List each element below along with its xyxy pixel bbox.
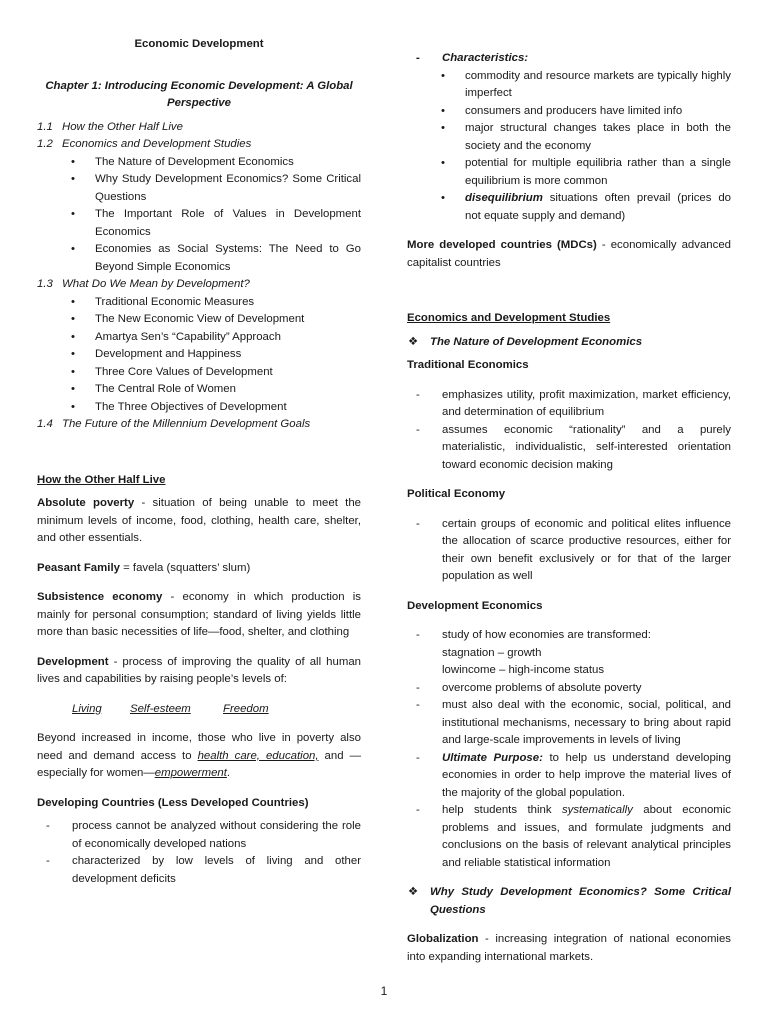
level-freedom: Freedom — [223, 702, 269, 715]
diamond-bullet-icon: ❖ — [408, 335, 419, 348]
list-item: • The Three Objectives of Development — [37, 399, 361, 417]
list-item: • Why Study Development Economics? Some Critical Questions — [37, 171, 361, 206]
list-item: • major structural changes takes place in both the society and the economy — [407, 120, 731, 155]
toc-entry-1-1: 1.1 How the Other Half Live — [37, 120, 183, 133]
developing-countries-list — [37, 818, 361, 888]
list-item: • The Central Role of Women — [37, 381, 361, 399]
development-economics-list — [407, 627, 731, 872]
toc-1-3-list — [37, 294, 361, 417]
right-column — [407, 50, 731, 966]
level-living: Living — [72, 702, 102, 715]
heading-development-economics: Development Economics — [407, 599, 543, 612]
list-item: • The New Economic View of Development — [37, 311, 361, 329]
page-number: 1 — [380, 984, 388, 998]
list-item: • consumers and producers have limited info — [407, 103, 731, 121]
list-item: - certain groups of economic and political elites influence the allocation of scarce productive resources, either for their own benefit exclusively or for that of the larger population as well — [407, 516, 731, 586]
political-economy-list — [407, 516, 731, 586]
heading-traditional-economics: Traditional Economics — [407, 359, 529, 371]
definition-peasant-family: Peasant Family = favela (squatters’ slum) — [37, 561, 251, 574]
subheading-why-study: ❖ Why Study Development Economics? Some Critical Questions — [408, 886, 731, 916]
section-heading-eds: Economics and Development Studies — [407, 312, 611, 324]
toc-entry-1-2: 1.2 Economics and Development Studies — [37, 138, 252, 150]
list-item: • disequilibrium situations often prevail (prices do not equate supply and demand) — [407, 190, 731, 225]
paragraph-beyond-income: Beyond increased in income, those who live in poverty also need and demand access to health care, education, and —especially for women—empowerment. — [37, 732, 361, 779]
list-item: - must also deal with the economic, social, political, and institutional mechanisms, necessary to bring about rapid and large-scale improvements in levels of living — [407, 697, 731, 750]
list-item: - emphasizes utility, profit maximization, market efficiency, and determination of equilibrium — [407, 387, 731, 422]
chapter-title: Chapter 1: Introducing Economic Development: A Global Perspective — [45, 79, 353, 109]
list-item: - characterized by low levels of living and other development deficits — [37, 853, 361, 888]
list-item: - study of how economies are transformed: stagnation – growth lowincome – high-income status — [407, 627, 731, 680]
traditional-economics-list — [407, 387, 731, 475]
development-levels — [37, 701, 361, 719]
definition-absolute-poverty: Absolute poverty - situation of being unable to meet the minimum levels of income, food, clothing, health care, shelter, and other essentials. — [37, 497, 361, 544]
characteristics-label: - Characteristics: — [407, 50, 731, 68]
toc-entry-1-4: 1.4 The Future of the Millennium Development Goals — [37, 418, 311, 430]
characteristics-list — [407, 68, 731, 226]
level-self-esteem: Self-esteem — [130, 702, 191, 715]
list-item: • Amartya Sen’s “Capability” Approach — [37, 329, 361, 347]
definition-development: Development - process of improving the quality of all human lives and capabilities by raising people’s levels of: — [37, 655, 361, 685]
list-item: • Three Core Values of Development — [37, 364, 361, 382]
left-column — [37, 36, 361, 888]
list-item: - overcome problems of absolute poverty — [407, 680, 731, 698]
heading-developing-countries: Developing Countries (Less Developed Countries) — [37, 796, 309, 809]
list-item: • Economies as Social Systems: The Need to Go Beyond Simple Economics — [37, 241, 361, 276]
list-item: • potential for multiple equilibria rather than a single equilibrium is more common — [407, 155, 731, 190]
list-item: - assumes economic “rationality” and a purely materialistic, individualistic, self-interested orientation toward economic decision making — [407, 422, 731, 475]
definition-globalization: Globalization - increasing integration of national economies into expanding international markets. — [407, 933, 731, 963]
toc-1-2-list — [37, 154, 361, 277]
list-item: • Development and Happiness — [37, 346, 361, 364]
toc-entry-1-3: 1.3 What Do We Mean by Development? — [37, 278, 250, 290]
diamond-bullet-icon: ❖ — [408, 886, 419, 898]
list-item: • The Important Role of Values in Development Economics — [37, 206, 361, 241]
list-item: - Ultimate Purpose: to help us understand developing economies in order to help improve the material lives of the majority of the global population. — [407, 750, 731, 803]
heading-political-economy: Political Economy — [407, 488, 506, 500]
list-item: • Traditional Economic Measures — [37, 294, 361, 312]
definition-mdc: More developed countries (MDCs) - economically advanced capitalist countries — [407, 239, 731, 269]
subheading-nature: ❖ The Nature of Development Economics — [407, 334, 731, 352]
section-heading-other-half: How the Other Half Live — [37, 473, 166, 486]
list-item: - help students think systematically about economic problems and issues, and formulate judgments and conclusions on the basis of relevant analytical principles and reliable statistical information — [407, 802, 731, 872]
document-title: Economic Development — [134, 38, 264, 50]
list-item: • commodity and resource markets are typically highly imperfect — [407, 68, 731, 103]
list-item: • The Nature of Development Economics — [37, 154, 361, 172]
list-item: - process cannot be analyzed without considering the role of economically developed nations — [37, 818, 361, 853]
table-of-contents — [37, 119, 361, 434]
definition-subsistence-economy: Subsistence economy - economy in which production is mainly for personal consumption; standard of living yields little more than basic necessities of life—food, shelter, and clothing — [37, 591, 361, 638]
